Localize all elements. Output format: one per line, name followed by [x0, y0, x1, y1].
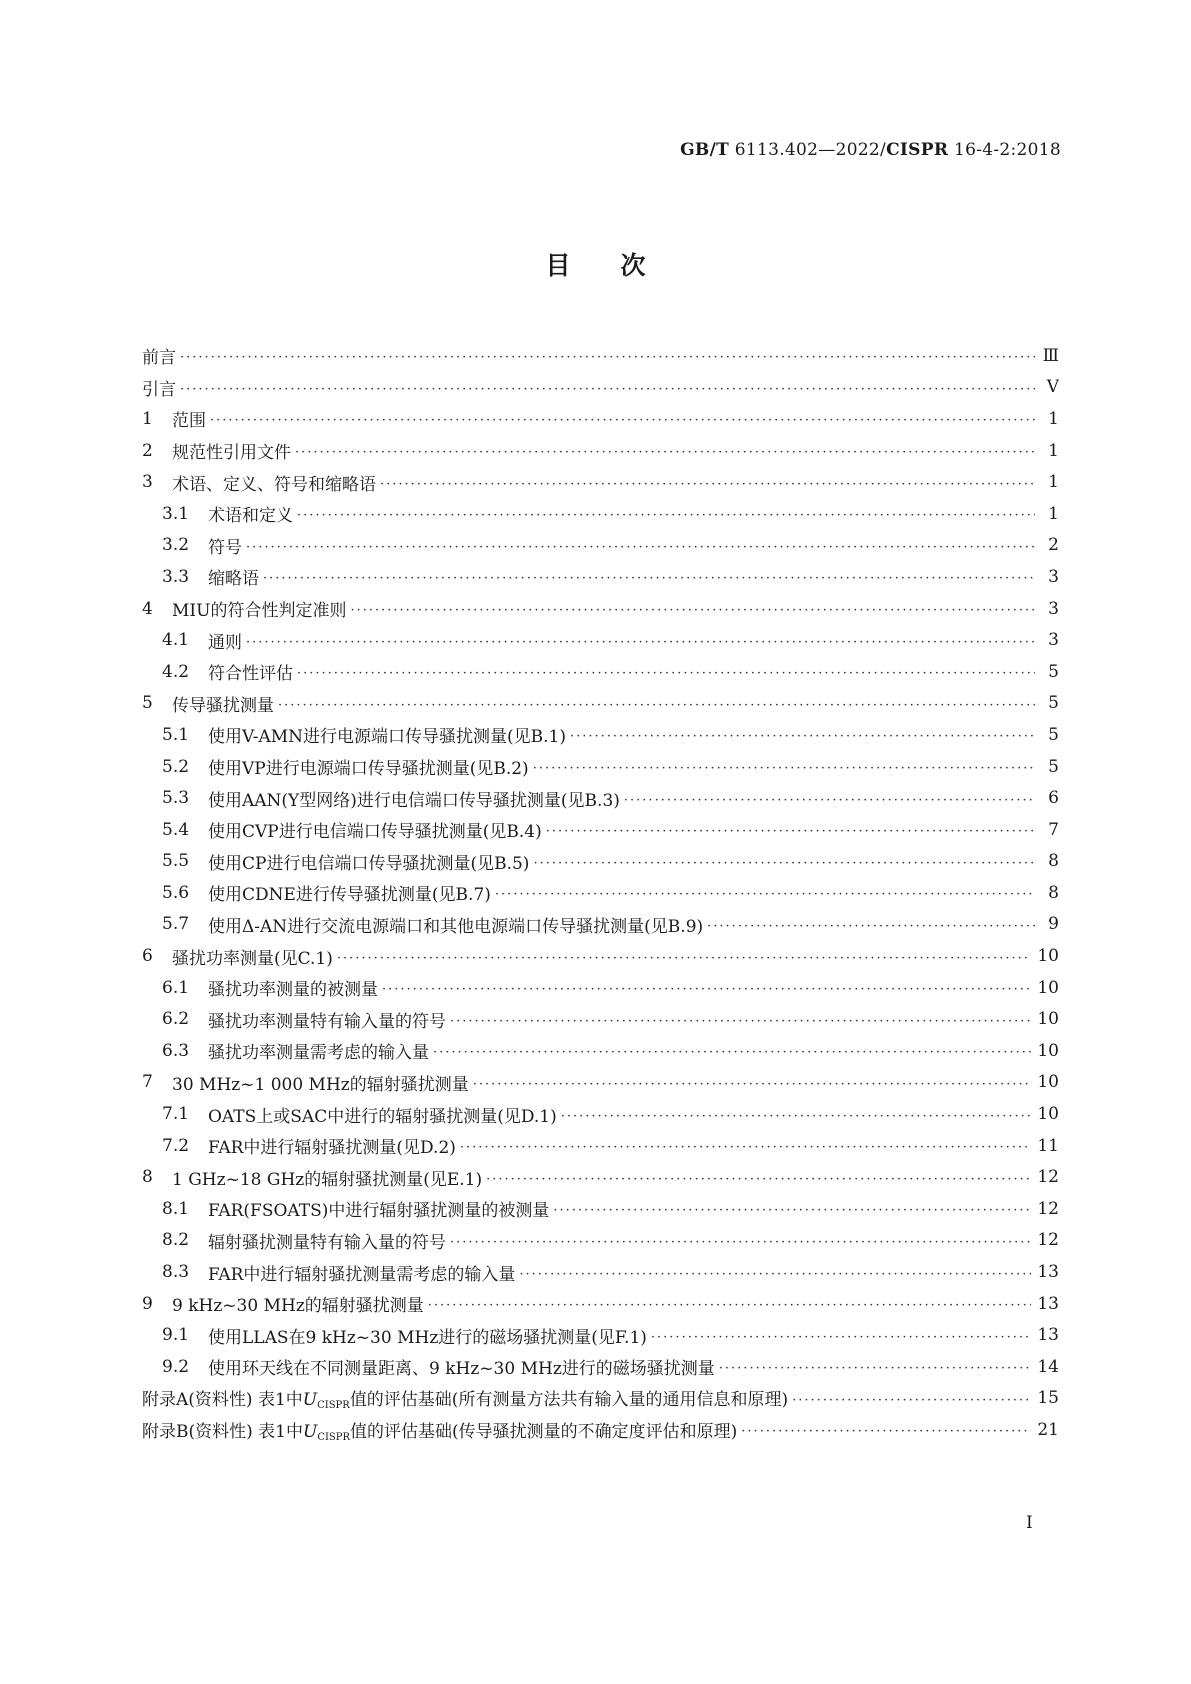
toc-entry-label: 使用V-AMN进行电源端口传导骚扰测量(见B.1) — [208, 727, 566, 748]
toc-entry-number: 6 — [142, 946, 153, 967]
toc-entry-label: 范围 — [172, 411, 206, 432]
toc-entry[interactable] — [142, 751, 1059, 783]
toc-entry[interactable] — [142, 719, 1059, 751]
appendix-symbol: U — [302, 1390, 318, 1411]
toc-leader-dots — [570, 725, 1035, 744]
standard-code-number: 6113.402—2022/ — [729, 140, 887, 160]
toc-entry-label: 使用CP进行电信端口传导骚扰测量(见B.5) — [208, 853, 530, 874]
toc-entry-number: 8 — [142, 1167, 153, 1188]
toc-entry-page: 5 — [1048, 661, 1059, 682]
toc-entry[interactable] — [142, 1256, 1059, 1288]
toc-entry[interactable] — [142, 403, 1059, 435]
toc-entry[interactable] — [142, 1098, 1059, 1130]
table-of-contents — [142, 340, 1059, 1446]
toc-entry-number: 9.1 — [162, 1325, 190, 1346]
page-title: 目次 — [545, 251, 696, 280]
toc-entry-label: FAR中进行辐射骚扰测量(见D.2) — [208, 1138, 456, 1159]
toc-entry-page: 12 — [1037, 1167, 1059, 1188]
toc-leader-dots — [246, 631, 1035, 650]
toc-entry-label: 使用CVP进行电信端口传导骚扰测量(见B.4) — [208, 822, 542, 843]
toc-leader-dots — [651, 1326, 1031, 1345]
toc-entry-page: 5 — [1048, 756, 1059, 777]
toc-entry[interactable] — [142, 909, 1059, 941]
toc-entry-number: 3.1 — [162, 503, 190, 524]
toc-entry-page: 3 — [1048, 598, 1059, 619]
toc-entry[interactable] — [142, 340, 1059, 372]
appendix-symbol-subscript: CISPR — [317, 1400, 350, 1412]
toc-entry-label: 术语、定义、符号和缩略语 — [172, 474, 376, 495]
toc-entry-page: 12 — [1037, 1198, 1059, 1219]
toc-entry-page: 5 — [1048, 724, 1059, 745]
toc-entry-number: 9 — [142, 1293, 153, 1314]
appendix-symbol-subscript: CISPR — [317, 1431, 351, 1443]
toc-entry-number: 7 — [142, 1072, 153, 1093]
toc-leader-dots — [297, 504, 1035, 523]
toc-entry-label: 使用CDNE进行传导骚扰测量(见B.7) — [208, 885, 491, 906]
toc-entry-page: 6 — [1048, 788, 1059, 809]
toc-entry-label: 前言 — [142, 348, 176, 369]
standard-code-tail: 16-4-2:2018 — [948, 140, 1061, 160]
toc-entry-label: OATS上或SAC中进行的辐射骚扰测量(见D.1) — [208, 1106, 557, 1127]
toc-leader-dots — [495, 883, 1035, 902]
toc-appendix-label — [142, 1417, 741, 1443]
toc-entry-label: 引言 — [142, 379, 176, 400]
appendix-suffix: 值的评估基础(所有测量方法共有输入量的通用信息和原理) — [349, 1390, 789, 1411]
toc-entry[interactable] — [142, 466, 1059, 498]
toc-entry-label: MIU的符合性判定准则 — [172, 601, 347, 622]
toc-entry[interactable] — [142, 1351, 1059, 1383]
toc-entry[interactable] — [142, 1003, 1059, 1035]
toc-entry[interactable] — [142, 1161, 1059, 1193]
toc-leader-dots — [486, 1168, 1031, 1187]
toc-entry-label: 使用LLAS在9 kHz~30 MHz进行的磁场骚扰测量(见F.1) — [208, 1327, 647, 1348]
toc-entry-number: 3 — [142, 472, 153, 493]
toc-leader-dots — [428, 1294, 1032, 1313]
toc-leader-dots — [561, 1105, 1032, 1124]
toc-entry-label: 1 GHz~18 GHz的辐射骚扰测量(见E.1) — [172, 1169, 483, 1190]
toc-leader-dots — [297, 662, 1035, 681]
toc-entry-number: 8.3 — [162, 1262, 190, 1283]
toc-entry-number: 2 — [142, 440, 153, 461]
toc-entry[interactable] — [142, 593, 1059, 625]
toc-entry-label: 骚扰功率测量的被测量 — [208, 980, 378, 1001]
toc-entry-number: 5.2 — [162, 756, 190, 777]
toc-entry-page: Ⅴ — [1046, 377, 1059, 398]
toc-entry-page: 10 — [1037, 1104, 1059, 1125]
toc-entry[interactable] — [142, 498, 1059, 530]
toc-entry-number: 6.3 — [162, 1040, 190, 1061]
toc-appendix-entry[interactable] — [142, 1414, 1059, 1446]
toc-entry-page: 13 — [1037, 1262, 1059, 1283]
toc-leader-dots — [450, 1010, 1031, 1029]
toc-entry-page: 10 — [1037, 977, 1059, 998]
toc-entry[interactable] — [142, 372, 1059, 404]
standard-code-prefix: GB/T — [680, 140, 730, 160]
toc-entry-page: 9 — [1048, 914, 1059, 935]
toc-entry-label: 9 kHz~30 MHz的辐射骚扰测量 — [172, 1296, 424, 1317]
appendix-symbol: U — [302, 1421, 318, 1442]
toc-entry[interactable] — [142, 877, 1059, 909]
toc-entry-number: 9.2 — [162, 1356, 190, 1377]
toc-entry-number: 7.1 — [162, 1104, 190, 1125]
toc-leader-dots — [533, 852, 1035, 871]
toc-entry-number: 5.5 — [162, 851, 190, 872]
toc-entry-number: 3.2 — [162, 535, 190, 556]
toc-entry[interactable] — [142, 940, 1059, 972]
toc-entry-page: 2 — [1048, 535, 1059, 556]
toc-entry-number: 5.6 — [162, 882, 190, 903]
toc-entry-label: 使用环天线在不同测量距离、9 kHz~30 MHz进行的磁场骚扰测量 — [208, 1359, 715, 1380]
toc-entry-number: 5.4 — [162, 819, 190, 840]
toc-leader-dots — [533, 757, 1035, 776]
toc-entry-page: 5 — [1048, 693, 1059, 714]
toc-entry-page: 8 — [1048, 882, 1059, 903]
appendix-prefix: 附录B(资料性) 表1中 — [142, 1421, 303, 1442]
toc-entry-number: 5.1 — [162, 724, 190, 745]
toc-entry-number: 5.7 — [162, 914, 190, 935]
toc-entry[interactable] — [142, 1288, 1059, 1320]
toc-leader-dots — [433, 1041, 1031, 1060]
toc-entry-page: 1 — [1048, 408, 1059, 429]
toc-entry[interactable] — [142, 624, 1059, 656]
toc-entry-label: 30 MHz~1 000 MHz的辐射骚扰测量 — [172, 1074, 469, 1095]
toc-entry-page: 7 — [1048, 819, 1059, 840]
toc-leader-dots — [719, 1357, 1032, 1376]
toc-leader-dots — [180, 378, 1035, 397]
toc-entry-label: 使用Δ-AN进行交流电源端口和其他电源端口传导骚扰测量(见B.9) — [208, 916, 704, 937]
toc-entry[interactable] — [142, 561, 1059, 593]
toc-entry-page: 10 — [1037, 946, 1059, 967]
toc-entry-number: 4 — [142, 598, 153, 619]
toc-entry[interactable] — [142, 814, 1059, 846]
toc-entry-label: 骚扰功率测量需考虑的输入量 — [208, 1043, 429, 1064]
toc-entry-page: 13 — [1037, 1325, 1059, 1346]
toc-entry-page: 10 — [1037, 1009, 1059, 1030]
standard-code-header — [680, 140, 1061, 160]
toc-entry-page: 10 — [1037, 1040, 1059, 1061]
toc-entry[interactable] — [142, 688, 1059, 720]
toc-entry-page: 1 — [1048, 503, 1059, 524]
toc-entry[interactable] — [142, 972, 1059, 1004]
toc-leader-dots — [473, 1073, 1032, 1092]
toc-entry-number: 5.3 — [162, 788, 190, 809]
toc-leader-dots — [350, 599, 1035, 618]
toc-entry-label: 传导骚扰测量 — [172, 695, 274, 716]
toc-entry-label: FAR中进行辐射骚扰测量需考虑的输入量 — [208, 1264, 516, 1285]
toc-leader-dots — [380, 473, 1035, 492]
toc-leader-dots — [180, 346, 1035, 365]
toc-entry-page: 3 — [1048, 630, 1059, 651]
toc-leader-dots — [460, 1136, 1031, 1155]
toc-entry[interactable] — [142, 435, 1059, 467]
toc-entry-page: 10 — [1037, 1072, 1059, 1093]
toc-entry-page: Ⅲ — [1042, 345, 1059, 366]
toc-entry-page: 1 — [1048, 440, 1059, 461]
toc-entry-number: 7.2 — [162, 1135, 190, 1156]
toc-entry-number: 1 — [142, 408, 153, 429]
toc-leader-dots — [519, 1263, 1031, 1282]
toc-entry-number: 5 — [142, 693, 153, 714]
toc-appendix-label — [142, 1385, 792, 1411]
toc-entry-label: 骚扰功率测量特有输入量的符号 — [208, 1011, 446, 1032]
toc-entry-number: 8.1 — [162, 1198, 190, 1219]
toc-leader-dots — [792, 1389, 1031, 1408]
toc-leader-dots — [246, 536, 1035, 555]
toc-entry-label: 符合性评估 — [208, 664, 293, 685]
toc-entry[interactable] — [142, 782, 1059, 814]
toc-leader-dots — [263, 567, 1035, 586]
toc-appendix-page: 15 — [1037, 1388, 1059, 1409]
toc-entry[interactable] — [142, 846, 1059, 878]
toc-entry-page: 1 — [1048, 472, 1059, 493]
toc-leader-dots — [546, 820, 1035, 839]
toc-entry-number: 6.2 — [162, 1009, 190, 1030]
toc-entry-number: 6.1 — [162, 977, 190, 998]
toc-entry[interactable] — [142, 1193, 1059, 1225]
toc-entry[interactable] — [142, 656, 1059, 688]
toc-entry-label: 缩略语 — [208, 569, 259, 590]
toc-entry-page: 14 — [1037, 1356, 1059, 1377]
toc-entry-page: 3 — [1048, 566, 1059, 587]
appendix-prefix: 附录A(资料性) 表1中 — [142, 1390, 303, 1411]
toc-entry-label: 规范性引用文件 — [172, 443, 291, 464]
toc-entry[interactable] — [142, 1067, 1059, 1099]
toc-entry[interactable] — [142, 530, 1059, 562]
toc-entry[interactable] — [142, 1035, 1059, 1067]
toc-leader-dots — [553, 1199, 1031, 1218]
toc-leader-dots — [382, 978, 1031, 997]
toc-appendix-page: 21 — [1037, 1419, 1059, 1440]
toc-entry-number: 8.2 — [162, 1230, 190, 1251]
toc-entry-page: 11 — [1037, 1135, 1059, 1156]
toc-entry-label: 术语和定义 — [208, 506, 293, 527]
toc-entry-number: 3.3 — [162, 566, 190, 587]
toc-entry-label: 使用AAN(Y型网络)进行电信端口传导骚扰测量(见B.3) — [208, 790, 620, 811]
toc-leader-dots — [707, 915, 1035, 934]
toc-leader-dots — [295, 441, 1035, 460]
toc-leader-dots — [337, 947, 1031, 966]
toc-entry-label: FAR(FSOATS)中进行辐射骚扰测量的被测量 — [208, 1201, 550, 1222]
toc-leader-dots — [624, 789, 1035, 808]
toc-leader-dots — [278, 694, 1035, 713]
toc-entry-label: 辐射骚扰测量特有输入量的符号 — [208, 1232, 446, 1253]
toc-entry-number: 4.1 — [162, 630, 190, 651]
standard-code-cispr: CISPR — [886, 140, 949, 160]
toc-entry-label: 使用VP进行电源端口传导骚扰测量(见B.2) — [208, 759, 529, 780]
toc-entry-label: 符号 — [208, 537, 242, 558]
appendix-suffix: 值的评估基础(传导骚扰测量的不确定度评估和原理) — [350, 1421, 738, 1442]
toc-entry-page: 12 — [1037, 1230, 1059, 1251]
toc-leader-dots — [741, 1420, 1031, 1439]
toc-entry-label: 骚扰功率测量(见C.1) — [172, 948, 333, 969]
toc-leader-dots — [450, 1231, 1031, 1250]
page-number: Ⅰ — [1026, 1513, 1033, 1533]
toc-entry-page: 13 — [1037, 1293, 1059, 1314]
toc-entry-number: 4.2 — [162, 661, 190, 682]
toc-entry-label: 通则 — [208, 632, 242, 653]
toc-appendix-entry[interactable] — [142, 1383, 1059, 1415]
toc-entry-page: 8 — [1048, 851, 1059, 872]
toc-leader-dots — [210, 409, 1035, 428]
toc-entry[interactable] — [142, 1225, 1059, 1257]
toc-entry[interactable] — [142, 1319, 1059, 1351]
toc-entry[interactable] — [142, 1130, 1059, 1162]
